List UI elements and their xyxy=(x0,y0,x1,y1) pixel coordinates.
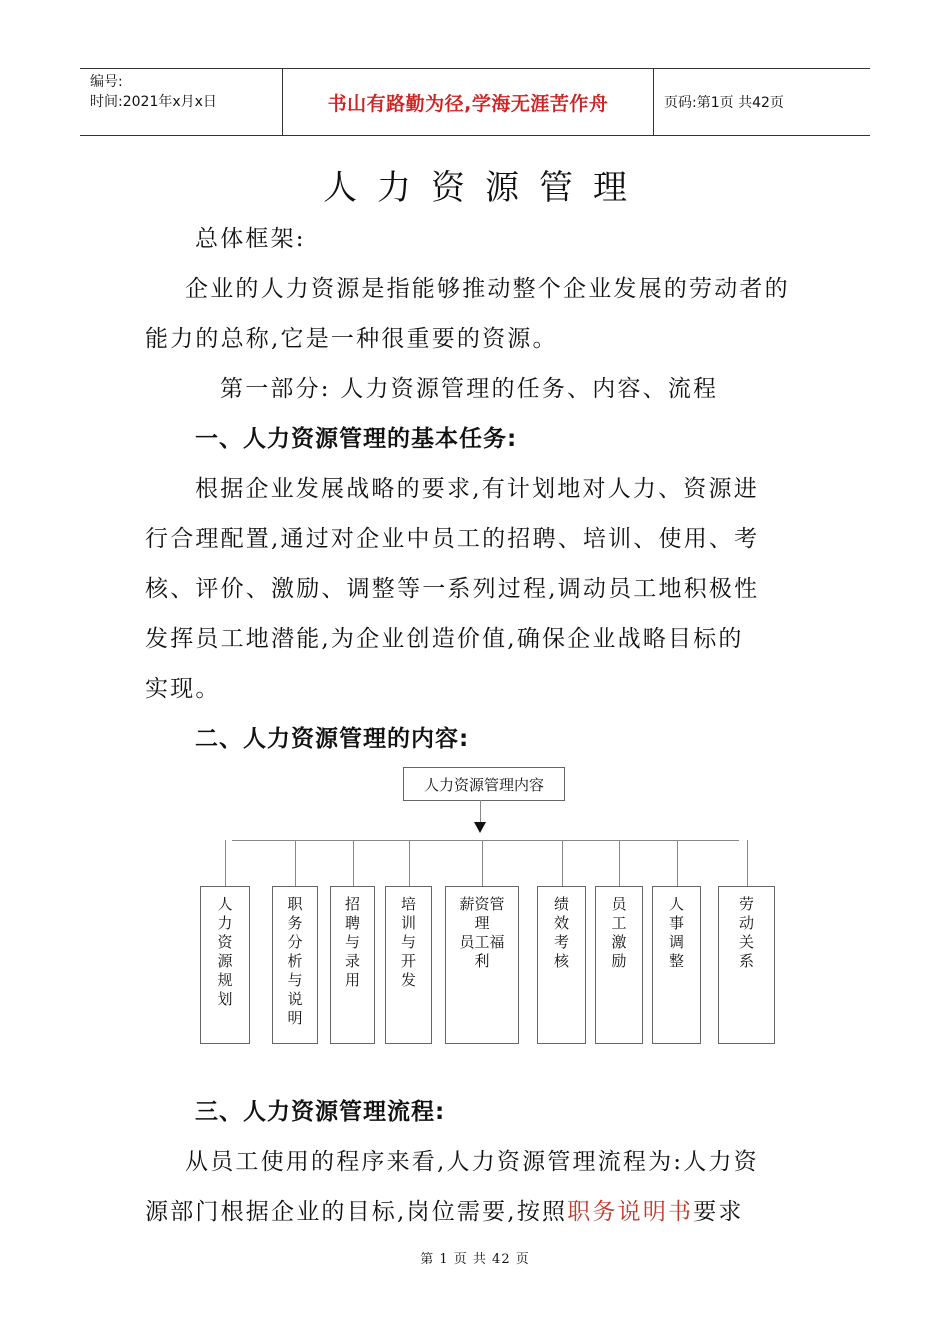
number-label: 编号: xyxy=(90,74,123,90)
task-line-5: 实现。 xyxy=(145,676,221,702)
task-line-3: 核、评价、激励、调整等一系列过程,调动员工地积极性 xyxy=(145,576,760,602)
task-line-1: 根据企业发展战略的要求,有计划地对人力、资源进 xyxy=(195,476,759,502)
child-connector xyxy=(619,840,620,886)
intro-line-1: 企业的人力资源是指能够推动整个企业发展的劳动者的 xyxy=(185,276,790,302)
header-left-cell xyxy=(80,69,282,135)
root-connector xyxy=(480,800,481,822)
intro-line-2: 能力的总称,它是一种很重要的资源。 xyxy=(145,326,558,352)
diagram-child-box xyxy=(537,886,586,1044)
header-right-cell xyxy=(654,69,870,135)
section1-heading: 一、人力资源管理的基本任务: xyxy=(195,426,518,452)
child-connector xyxy=(482,840,483,886)
diagram-child-box xyxy=(718,886,775,1044)
page-footer: 第 1 页 共 42 页 xyxy=(420,1252,530,1267)
section3-heading: 三、人力资源管理流程: xyxy=(195,1099,446,1125)
diagram-child-label: 人 事 调 整 xyxy=(668,895,684,970)
section2-heading: 二、人力资源管理的内容: xyxy=(195,726,470,752)
part1-heading: 第一部分: 人力资源管理的任务、内容、流程 xyxy=(220,376,719,402)
child-connector xyxy=(353,840,354,886)
down-arrow-icon xyxy=(474,822,486,833)
flow-line-2 xyxy=(145,1193,805,1226)
diagram-child-box xyxy=(200,886,250,1044)
child-connector xyxy=(295,840,296,886)
task-line-2: 行合理配置,通过对企业中员工的招聘、培训、使用、考 xyxy=(145,526,760,552)
header-table xyxy=(80,68,870,136)
page-code: 页码:第1页 共42页 xyxy=(664,95,784,111)
diagram-child-box xyxy=(272,886,318,1044)
diagram-child-box xyxy=(330,886,375,1044)
diagram-child-label: 职 务 分 析 与 说 明 xyxy=(287,895,303,1027)
diagram-child-box xyxy=(445,886,519,1044)
child-connector xyxy=(562,840,563,886)
document-title: 人力资源管理 xyxy=(323,168,647,208)
child-connector xyxy=(747,840,748,886)
diagram-child-label: 培 训 与 开 发 xyxy=(400,895,416,989)
header-motto-cell xyxy=(282,69,654,135)
branch-line xyxy=(232,840,739,841)
diagram-child-label: 招 聘 与 录 用 xyxy=(344,895,360,989)
child-connector xyxy=(677,840,678,886)
diagram-child-label: 绩 效 考 核 xyxy=(553,895,569,970)
diagram-root-box: 人力资源管理内容 xyxy=(403,767,565,801)
diagram-child-label: 劳 动 关 系 xyxy=(738,895,754,970)
flow-line-2-end: 要求 xyxy=(693,1199,744,1225)
child-connector xyxy=(225,840,226,886)
diagram-child-box xyxy=(385,886,432,1044)
child-connector xyxy=(409,840,410,886)
diagram-child-box xyxy=(652,886,701,1044)
flow-line-1: 从员工使用的程序来看,人力资源管理流程为:人力资 xyxy=(185,1149,759,1175)
diagram-child-box xyxy=(595,886,643,1044)
task-line-4: 发挥员工地潜能,为企业创造价值,确保企业战略目标的 xyxy=(145,626,744,652)
framework-label: 总体框架: xyxy=(195,226,306,252)
job-description-link[interactable]: 职务说明书 xyxy=(567,1199,694,1225)
motto: 书山有路勤为径,学海无涯苦作舟 xyxy=(327,92,609,115)
diagram-child-label: 薪资管 理 员工福 利 xyxy=(459,895,505,970)
flow-line-2-start: 源部门根据企业的目标,岗位需要,按照 xyxy=(145,1199,568,1225)
time-label: 时间:2021年x月x日 xyxy=(90,94,217,110)
diagram-child-label: 人 力 资 源 规 划 xyxy=(217,895,233,1008)
diagram-child-label: 员 工 激 励 xyxy=(611,895,627,970)
